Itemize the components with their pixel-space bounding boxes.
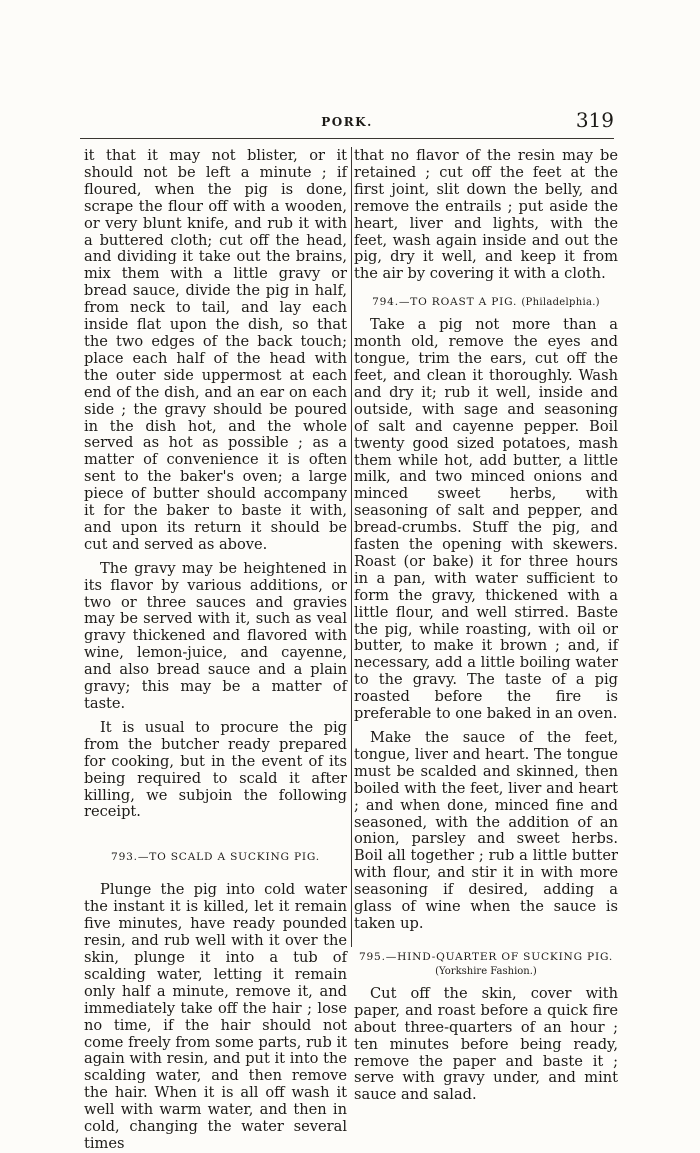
- paragraph: It is usual to procure the pig from the butcher ready prepared for cooking, but in the event of its being required to scald it after killing, we subjoin the following receipt.: [84, 718, 347, 821]
- recipe-heading-subtitle: (Yorkshire Fashion.): [435, 965, 537, 977]
- paragraph: that no flavor of the resin may be retained ; cut off the feet at the first joint, slit down the belly, and remove the entrails ; put aside the heart, liver and lights, with the feet, wash again inside and out the pig, dry it well, and keep it from the air by covering it with a cloth.: [354, 147, 618, 283]
- paragraph: Plunge the pig into cold water the instant it is killed, let it remain five minutes, have ready pounded resin, and rub well with it over the skin, plunge it into a tub of scalding water, letting it remain only half a minute, remove it, and immediately take off the hair ; lose no time, if the hair should not come freely from some parts, rub it again with resin, and put it into the scalding water, and then remove the hair. When it is all off wash it well with warm water, and then in cold, changing the water several times: [84, 881, 347, 1152]
- paragraph: Make the sauce of the feet, tongue, liver and heart. The tongue must be scalded and skinned, then boiled with the feet, liver and heart ; and when done, minced fine and seasoned, with the addition of an onion, parsley and sweet herbs. Boil all together ; rub a little butter with flour, and stir it in with more seasoning if desired, adding a glass of wine when the sauce is taken up.: [354, 729, 618, 932]
- left-column: [84, 148, 347, 1153]
- right-column: [354, 148, 618, 1104]
- paragraph: The gravy may be heightened in its flavor by various additions, or two or three sauces and gravies may be served with it, such as veal gravy thickened and flavored with wine, lemon-juice, and cayenne, and also bread sauce and a plain gravy; this may be a matter of taste.: [84, 559, 347, 712]
- recipe-heading: [354, 296, 618, 309]
- paragraph: Cut off the skin, cover with paper, and roast before a quick fire about three-quarters of an hour ; ten minutes before being ready, remove the paper and baste it ; serve with gravy under, and mint sauce and salad.: [354, 984, 618, 1104]
- recipe-heading: 795.—HIND-QUARTER OF SUCKING PIG.: [358, 950, 614, 963]
- running-head: PORK.: [321, 115, 373, 129]
- recipe-heading-subtitle: (Philadelphia.): [521, 297, 600, 309]
- paragraph: Take a pig not more than a month old, remove the eyes and tongue, trim the ears, cut off the feet, and clean it thoroughly. Wash and dry it; rub it well, inside and outside, with sage and seasoning of salt and cayenne pepper. Boil twenty good sized potatoes, mash them while hot, add butter, a little milk, and two minced onions and minced sweet herbs, with seasoning of salt and pepper, and bread-crumbs. Stuff the pig, and fasten the opening with skewers. Roast (or bake) it for three hours in a pan, with water sufficient to form the gravy, thickened with a little flour, and well stirred. Baste the pig, while roasting, with oil or butter, to make it brown ; and, if necessary, add a little boiling water to the gravy. The taste of a pig roasted before the fire is preferable to one baked in an oven.: [354, 316, 618, 723]
- paragraph: it that it may not blister, or it should not be left a minute ; if floured, when the pig is done, scrape the flour off with a wooden, or very blunt knife, and rub it with a buttered cloth; cut off the head, and dividing it take out the brains, mix them with a little gravy or bread sauce, divide the pig in half, from neck to tail, and lay each inside flat upon the dish, so that the two edges of the back touch; place each half of the head with the outer side uppermost at each end of the dish, and an ear on each side ; the gravy should be poured in the dish hot, and the whole served as hot as possible ; as a matter of convenience it is often sent to the baker's oven; a large piece of butter should accompany it for the baker to baste it with, and upon its return it should be cut and served as above.: [84, 147, 347, 553]
- column-divider: [351, 147, 352, 947]
- page-header: [80, 108, 614, 139]
- page-number: 319: [575, 108, 614, 132]
- recipe-heading-title: 794.—TO ROAST A PIG.: [372, 296, 518, 309]
- recipe-heading: 793.—TO SCALD A SUCKING PIG.: [111, 851, 320, 864]
